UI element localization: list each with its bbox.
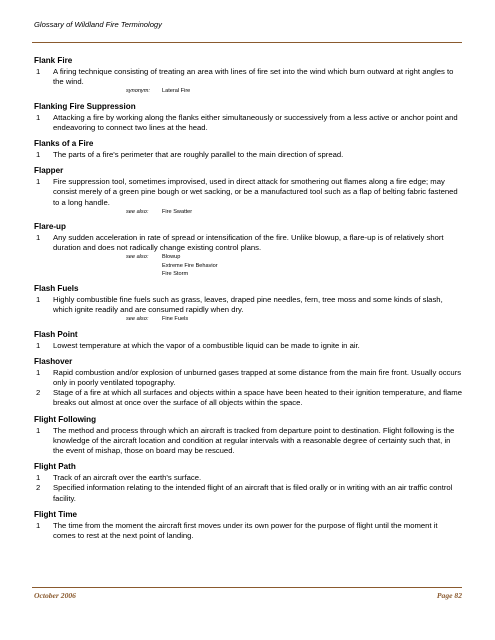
cross-reference-term[interactable]: Blowup xyxy=(162,254,181,261)
definition-text: Specified information relating to the intended flight of an aircraft that is filed orally or in writing with an air traffic control facility. xyxy=(53,483,453,503)
glossary-entry xyxy=(34,414,462,457)
glossary-term: Flashover xyxy=(34,356,73,366)
definition xyxy=(34,388,462,408)
definition-text: Rapid combustion and/or explosion of unburned gases trapped at some distance from the main fire front. Usually occurs only in poorly ventilated topography. xyxy=(53,367,462,388)
glossary-entry xyxy=(34,221,462,278)
definition xyxy=(34,483,462,503)
glossary-term: Flight Path xyxy=(34,462,76,472)
cross-reference-label: synonym: xyxy=(126,88,150,95)
cross-reference-term[interactable]: Fire Swatter xyxy=(162,208,193,215)
glossary-term: Flank Fire xyxy=(34,56,73,65)
definition-text: Fire suppression tool, sometimes improvised, used in direct attack for smothering out flames along a fire edge; may consist merely of a green pine bough or wet sacking, or be a manufactured tool such as a flap of belting fabric fastened to a long handle. xyxy=(53,177,458,207)
glossary-content xyxy=(34,55,462,546)
definition-number: 1 xyxy=(36,520,41,530)
cross-reference-term[interactable]: Extreme Fire Behavior xyxy=(162,262,218,269)
cross-reference-term[interactable]: Fine Fuels xyxy=(162,316,189,323)
glossary-entry xyxy=(34,55,462,96)
definition xyxy=(34,177,462,208)
glossary-term: Flight Following xyxy=(34,414,97,424)
glossary-entry xyxy=(34,329,462,351)
glossary-term: Flanking Fire Suppression xyxy=(34,101,136,111)
glossary-term: Flash Point xyxy=(34,329,78,339)
cross-reference xyxy=(34,253,462,278)
glossary-entry xyxy=(34,101,462,133)
glossary-term: Flight Time xyxy=(34,509,78,519)
glossary-term: Flanks of a Fire xyxy=(34,139,94,149)
glossary-entry xyxy=(34,509,462,541)
definition-text: Track of an aircraft over the earth's surface. xyxy=(53,473,202,483)
definition-text: A firing technique consisting of treating an area with lines of fire set into the wind which burn outward at right angles to the wind. xyxy=(53,67,454,87)
definition xyxy=(34,473,462,483)
footer-page-number: Page 82 xyxy=(436,591,462,600)
definition-number: 2 xyxy=(36,388,41,398)
definition-number: 1 xyxy=(36,233,41,243)
glossary-term: Flare-up xyxy=(34,222,66,232)
definition xyxy=(34,67,462,87)
definition xyxy=(34,150,462,160)
glossary-term: Flapper xyxy=(34,166,64,176)
header-divider xyxy=(32,42,462,43)
definition-text: Stage of a fire at which all surfaces and objects within a space have been heated to their ignition temperature, and flame breaks out almost at once over the surface of all objects within the space. xyxy=(53,388,462,408)
definition-number: 1 xyxy=(36,295,41,305)
glossary-term: Flash Fuels xyxy=(34,284,79,294)
glossary-entry xyxy=(34,283,462,324)
definition xyxy=(34,521,462,541)
cross-reference xyxy=(34,208,462,216)
glossary-entry xyxy=(34,165,462,216)
cross-reference xyxy=(34,315,462,323)
cross-reference-term[interactable]: Fire Storm xyxy=(162,270,189,277)
definition-text: Attacking a fire by working along the flanks either simultaneously or successively from a less active or anchor point and endeavoring to connect two lines at the head. xyxy=(53,112,458,132)
footer-divider xyxy=(32,587,462,588)
definition-number: 1 xyxy=(36,67,41,76)
definition-text: The time from the moment the aircraft first moves under its own power for the purpose of flight until the moment it comes to rest at the next point of landing. xyxy=(53,520,438,541)
document-header-title: Glossary of Wildland Fire Terminology xyxy=(34,20,162,29)
definition xyxy=(34,341,462,351)
definition xyxy=(34,113,462,133)
definition xyxy=(34,368,462,388)
cross-reference xyxy=(34,87,462,95)
definition-number: 1 xyxy=(36,473,41,483)
definition-number: 2 xyxy=(36,483,41,493)
definition-number: 1 xyxy=(36,340,41,350)
definition-text: Any sudden acceleration in rate of spread or intensification of the fire. Unlike blowup, a flare-up is of relatively short duration and does not radically change existing control plans. xyxy=(53,233,444,253)
cross-reference-label: see also: xyxy=(126,254,149,261)
glossary-entry xyxy=(34,461,462,504)
definition xyxy=(34,295,462,315)
footer-date: October 2006 xyxy=(34,591,76,600)
definition-text: The method and process through which an aircraft is tracked from departure point to destination. Flight following is the knowledge of the aircraft location and condition at regular intervals with a reasonable degree of certainty such that, in the event of mishap, those on board may be rescued. xyxy=(53,425,455,456)
definition xyxy=(34,233,462,253)
definition-number: 1 xyxy=(36,112,41,122)
definition-text: Highly combustible fine fuels such as grass, leaves, draped pine needles, fern, tree moss and some kinds of slash, which ignite readily and are consumed rapidly when dry. xyxy=(53,295,443,315)
glossary-entry xyxy=(34,356,462,409)
cross-reference-label: see also: xyxy=(126,208,149,215)
definition-number: 1 xyxy=(36,367,41,377)
definition-text: Lowest temperature at which the vapor of a combustible liquid can be made to ignite in air. xyxy=(53,340,360,350)
definition-number: 1 xyxy=(36,425,41,435)
cross-reference-term[interactable]: Lateral Fire xyxy=(162,88,191,95)
cross-reference-label: see also: xyxy=(126,316,149,323)
definition-number: 1 xyxy=(36,177,41,187)
glossary-entry xyxy=(34,138,462,160)
definition-number: 1 xyxy=(36,150,41,160)
definition-text: The parts of a fire's perimeter that are roughly parallel to the main direction of spread. xyxy=(53,150,344,160)
definition xyxy=(34,426,462,457)
